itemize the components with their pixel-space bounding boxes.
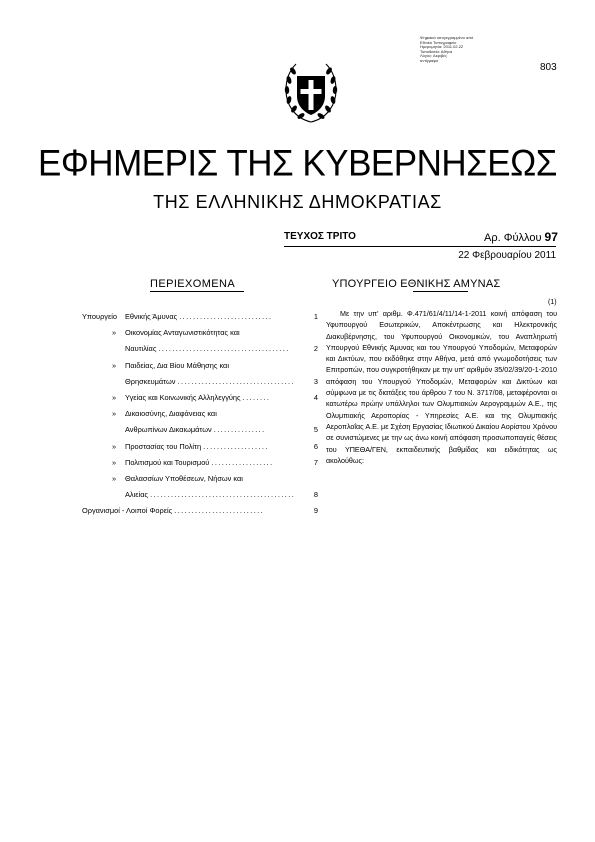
toc-row[interactable]: » Πολιτισμού και Τουρισμού .................. 7 [112, 457, 318, 467]
coat-of-arms-icon [282, 58, 340, 124]
toc-row[interactable]: » Θαλασσίων Υποθέσεων, Νήσων και [112, 473, 243, 483]
toc-row[interactable]: Ναυτιλίας ...................................... 2 [125, 344, 318, 354]
sheet-number [484, 230, 558, 244]
item-number: (1) [548, 299, 557, 306]
page-number: 803 [540, 62, 557, 73]
sheet-number-value: 97 [544, 230, 558, 244]
toc-heading-underline [150, 291, 244, 292]
toc-row[interactable]: » Προστασίας του Πολίτη ................... 6 [112, 441, 318, 451]
gazette-subtitle: ΤΗΣ ΕΛΛΗΝΙΚΗΣ ΔΗΜΟΚΡΑΤΙΑΣ [153, 192, 442, 212]
issue-date: 22 Φεβρουαρίου 2011 [458, 250, 556, 261]
toc-row[interactable]: Οργανισμοί - Λοιποί Φορείς .......................... 9 [82, 506, 318, 516]
toc-row[interactable]: Αλιείας .......................................... 8 [125, 490, 318, 500]
signature-stamp: Ψηφιακά υπογεγραμμένο από Εθνικό Τυπογραφείο Ημερομηνία: 2011.02.22 Τοποθεσία: Αθήνα Λόγος: Ακριβές αντίγραφο [420, 35, 474, 63]
ministry-heading: ΥΠΟΥΡΓΕΙΟ ΕΘΝΙΚΗΣ ΑΜΥΝΑΣ [332, 278, 501, 290]
toc-row[interactable]: Θρησκευμάτων .................................. 3 [125, 376, 318, 386]
toc-row[interactable]: » Δικαιοσύνης, Διαφάνειας και [112, 409, 217, 419]
table-of-contents [82, 312, 318, 522]
decision-paragraph: Με την υπ' αριθμ. Φ.471/61/4/11/14-1-2011 κοινή απόφαση του Υφυπουργού Εσωτερικών, Αποκέντρωσης και Ηλεκτρονικής Διακυβέρνησης, του Υφυπουργού Οικονομικών, του Αναπληρωτή Υπουργού Εθνικής Άμυνας και του Υπουργού Υποδομών, Μεταφορών και Δικτύων, που εκδόθηκε στην Αθήνα, μετά από γνωμοδοτήσεις των Επιτροπών, που συγκροτήθηκαν με την υπ' αριθμόν 35/02/39/20-1-2010 απόφαση του Υπουργού Υποδομών, Μεταφορών και Δικτύων και σύμφωνα με τις διατάξεις του άρθρου 7 του Ν. 3717/08, μεταφέρονται οι κατωτέρω πρώην υπάλληλοι των Ολυμπιακών Αερογραμμών Α.Ε., της Ολυμπιακής Αεροπορίας - Υπηρεσίες Α.Ε. και της Ολυμπιακής Αεροπλοΐας Α.Ε. με Σχέση Εργασίας Ιδιωτικού Δικαίου Αορίστου Χρόνου σε συνιστώμενες με την ως άνω κοινή απόφαση προσωποπαγείς θέσεις του ΥΠΕΘΑ/ΓΕΝ, εκπαιδευτικής βαθμίδας και ειδικότητας ως ακολούθως: [326, 309, 557, 465]
toc-row[interactable]: » Υγείας και Κοινωνικής Αλληλεγγύης ........ 4 [112, 392, 318, 402]
ministry-heading-underline [413, 291, 468, 292]
header-rule [284, 246, 556, 247]
toc-heading: ΠΕΡΙΕΧΟΜΕΝΑ [150, 278, 236, 290]
toc-row[interactable]: Υπουργείο Εθνικής Άμυνας ........................... 1 [82, 312, 318, 321]
toc-row[interactable]: Ανθρωπίνων Δικαιωμάτων ............... 5 [125, 425, 318, 435]
gazette-title: ΕΦΗΜΕΡΙΣ ΤΗΣ ΚΥΒΕΡΝΗΣΕΩΣ [38, 143, 557, 184]
toc-row[interactable]: » Οικονομίας Ανταγωνιστικότητας και [112, 328, 240, 338]
toc-row[interactable]: » Παιδείας, Δια Βίου Μάθησης και [112, 360, 229, 370]
sheet-label: Αρ. Φύλλου [484, 232, 542, 244]
issue-series: ΤΕΥΧΟΣ ΤΡΙΤΟ [284, 231, 356, 242]
